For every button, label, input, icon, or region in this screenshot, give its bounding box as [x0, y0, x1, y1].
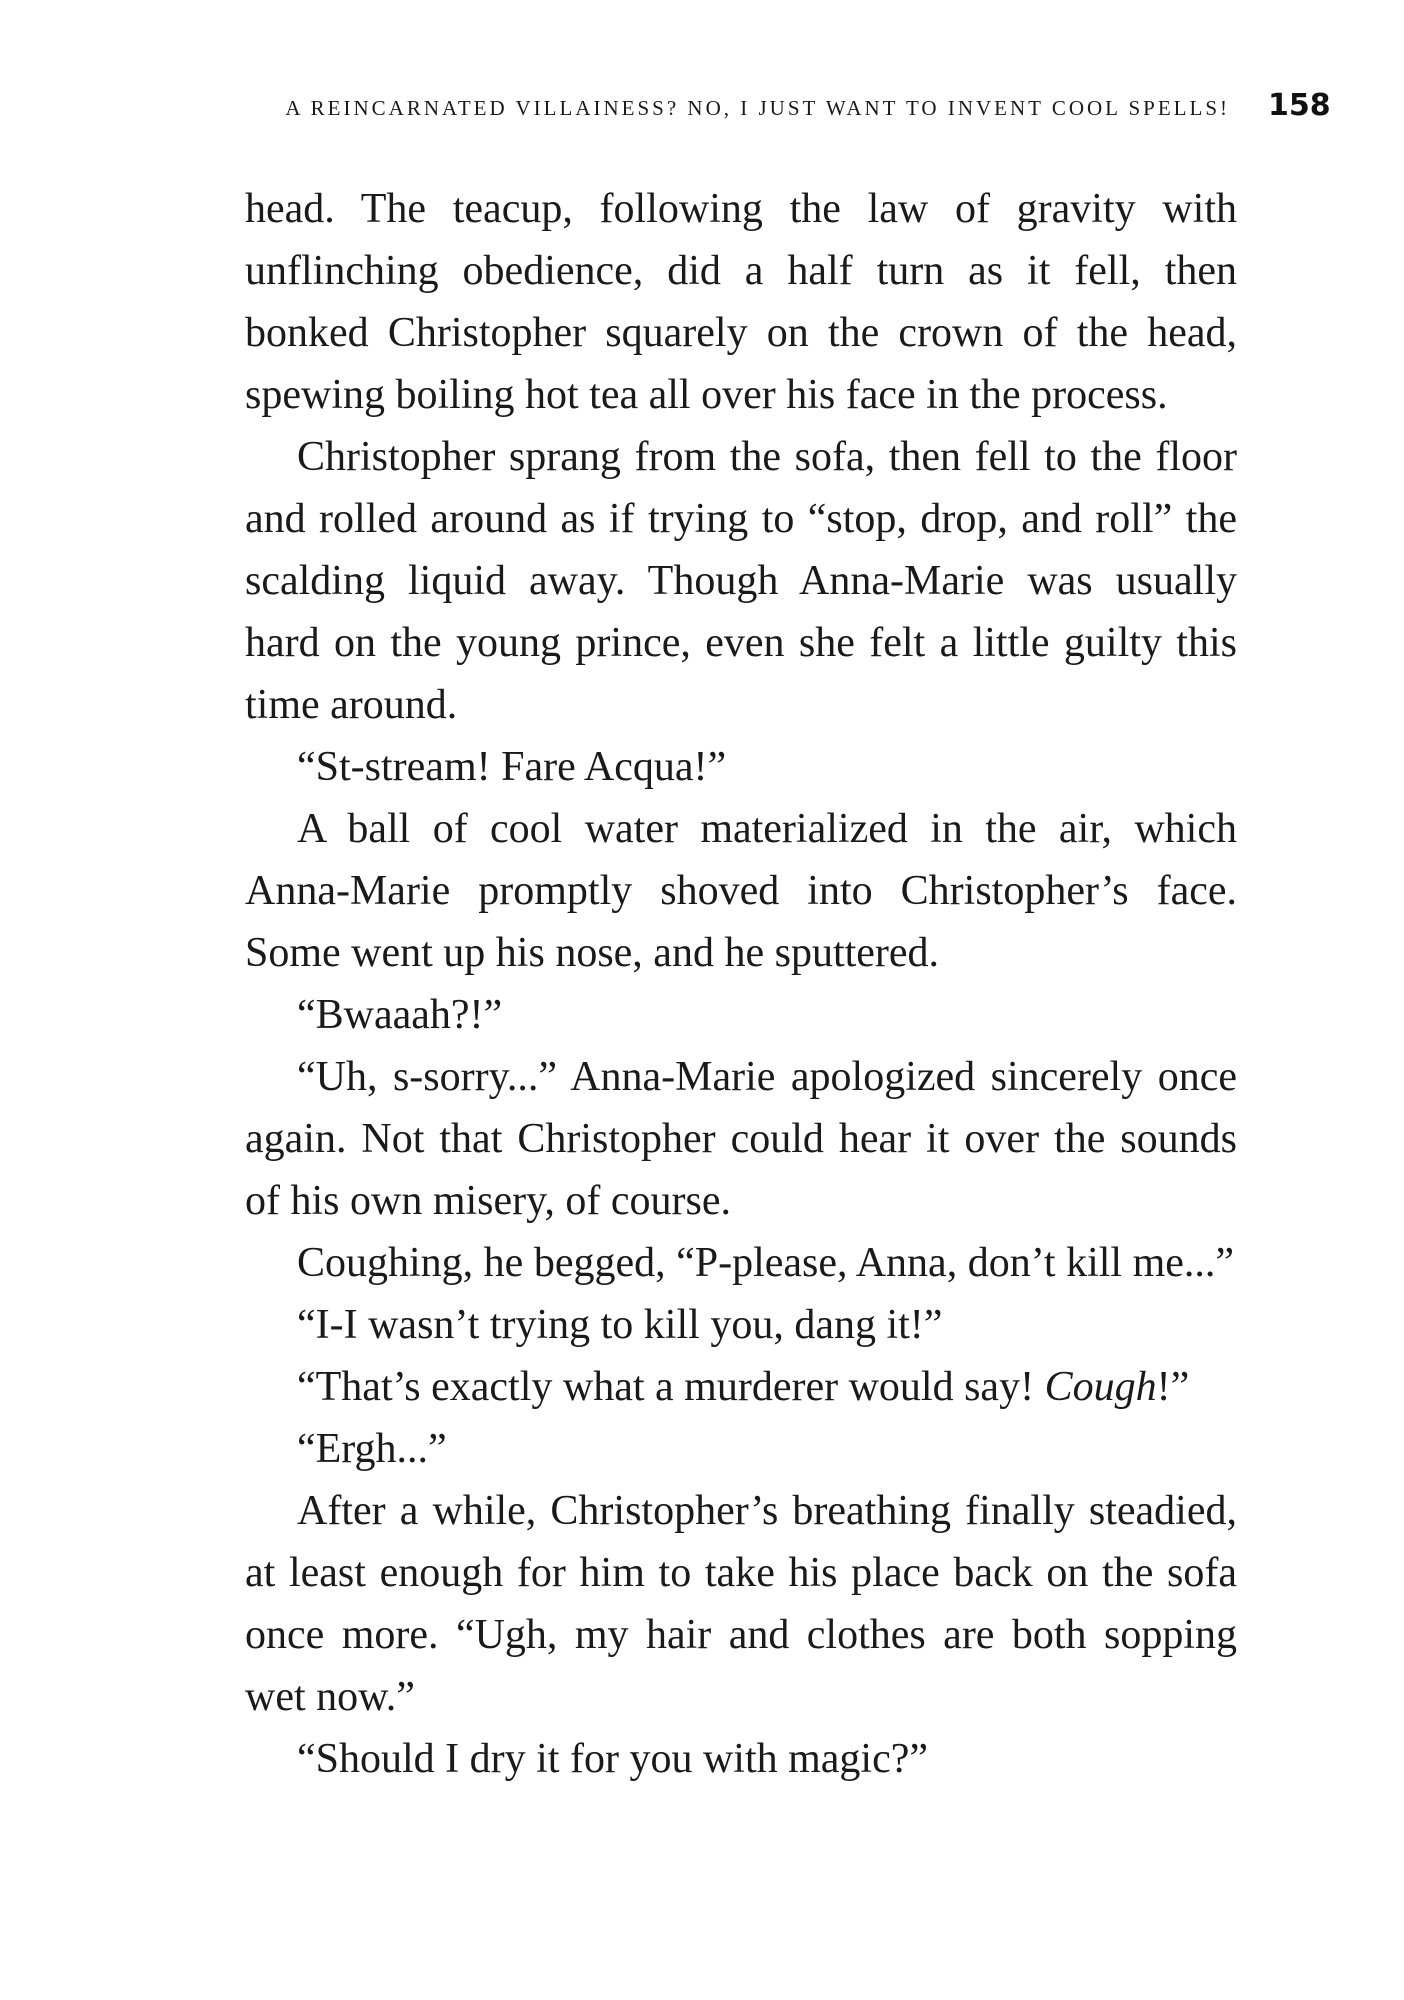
paragraph: A ball of cool water materialized in the air, which Anna-Marie promptly shoved into Christopher’s face. Some went up his nose, and he sputtered. [245, 806, 1237, 976]
dialogue-line: Coughing, he begged, “P-please, Anna, don’t kill me...” [297, 1240, 1235, 1286]
dialogue-line: “St-stream! Fare Acqua!” [297, 744, 727, 790]
paragraph: head. The teacup, following the law of gravity with unflinching obedience, did a half turn as it fell, then bonked Christopher squarely on the crown of the head, spewing boiling hot tea all over his face in the process. [245, 186, 1237, 418]
dialogue-line: “Bwaaah?!” [297, 992, 503, 1038]
dialogue-line: “Should I dry it for you with magic?” [297, 1736, 929, 1782]
paragraph: Christopher sprang from the sofa, then fell to the floor and rolled around as if trying to “stop, drop, and roll” the scalding liquid away. Though Anna-Marie was usually hard on the young prince, even she felt a little guilty this time around. [245, 434, 1237, 728]
page-number: 158 [1268, 88, 1331, 123]
paragraph: “Uh, s-sorry...” Anna-Marie apologized sincerely once again. Not that Christopher could hear it over the sounds of his own misery, of course. [245, 1054, 1237, 1224]
dialogue-line: “Ergh...” [297, 1426, 447, 1472]
dialogue-text: “That’s exactly what a murderer would say! [297, 1364, 1045, 1410]
running-title: A REINCARNATED VILLAINESS? NO, I JUST WANT TO INVENT COOL SPELLS! [285, 96, 1230, 120]
body-text [245, 178, 1237, 1790]
dialogue-line: “I-I wasn’t trying to kill you, dang it!” [297, 1302, 943, 1348]
emphasized-word: Cough [1044, 1364, 1157, 1410]
dialogue-line [245, 1356, 1237, 1418]
dialogue-text: !” [1156, 1364, 1190, 1410]
paragraph: After a while, Christopher’s breathing finally steadied, at least enough for him to take his place back on the sofa once more. “Ugh, my hair and clothes are both sopping wet now.” [245, 1488, 1237, 1720]
